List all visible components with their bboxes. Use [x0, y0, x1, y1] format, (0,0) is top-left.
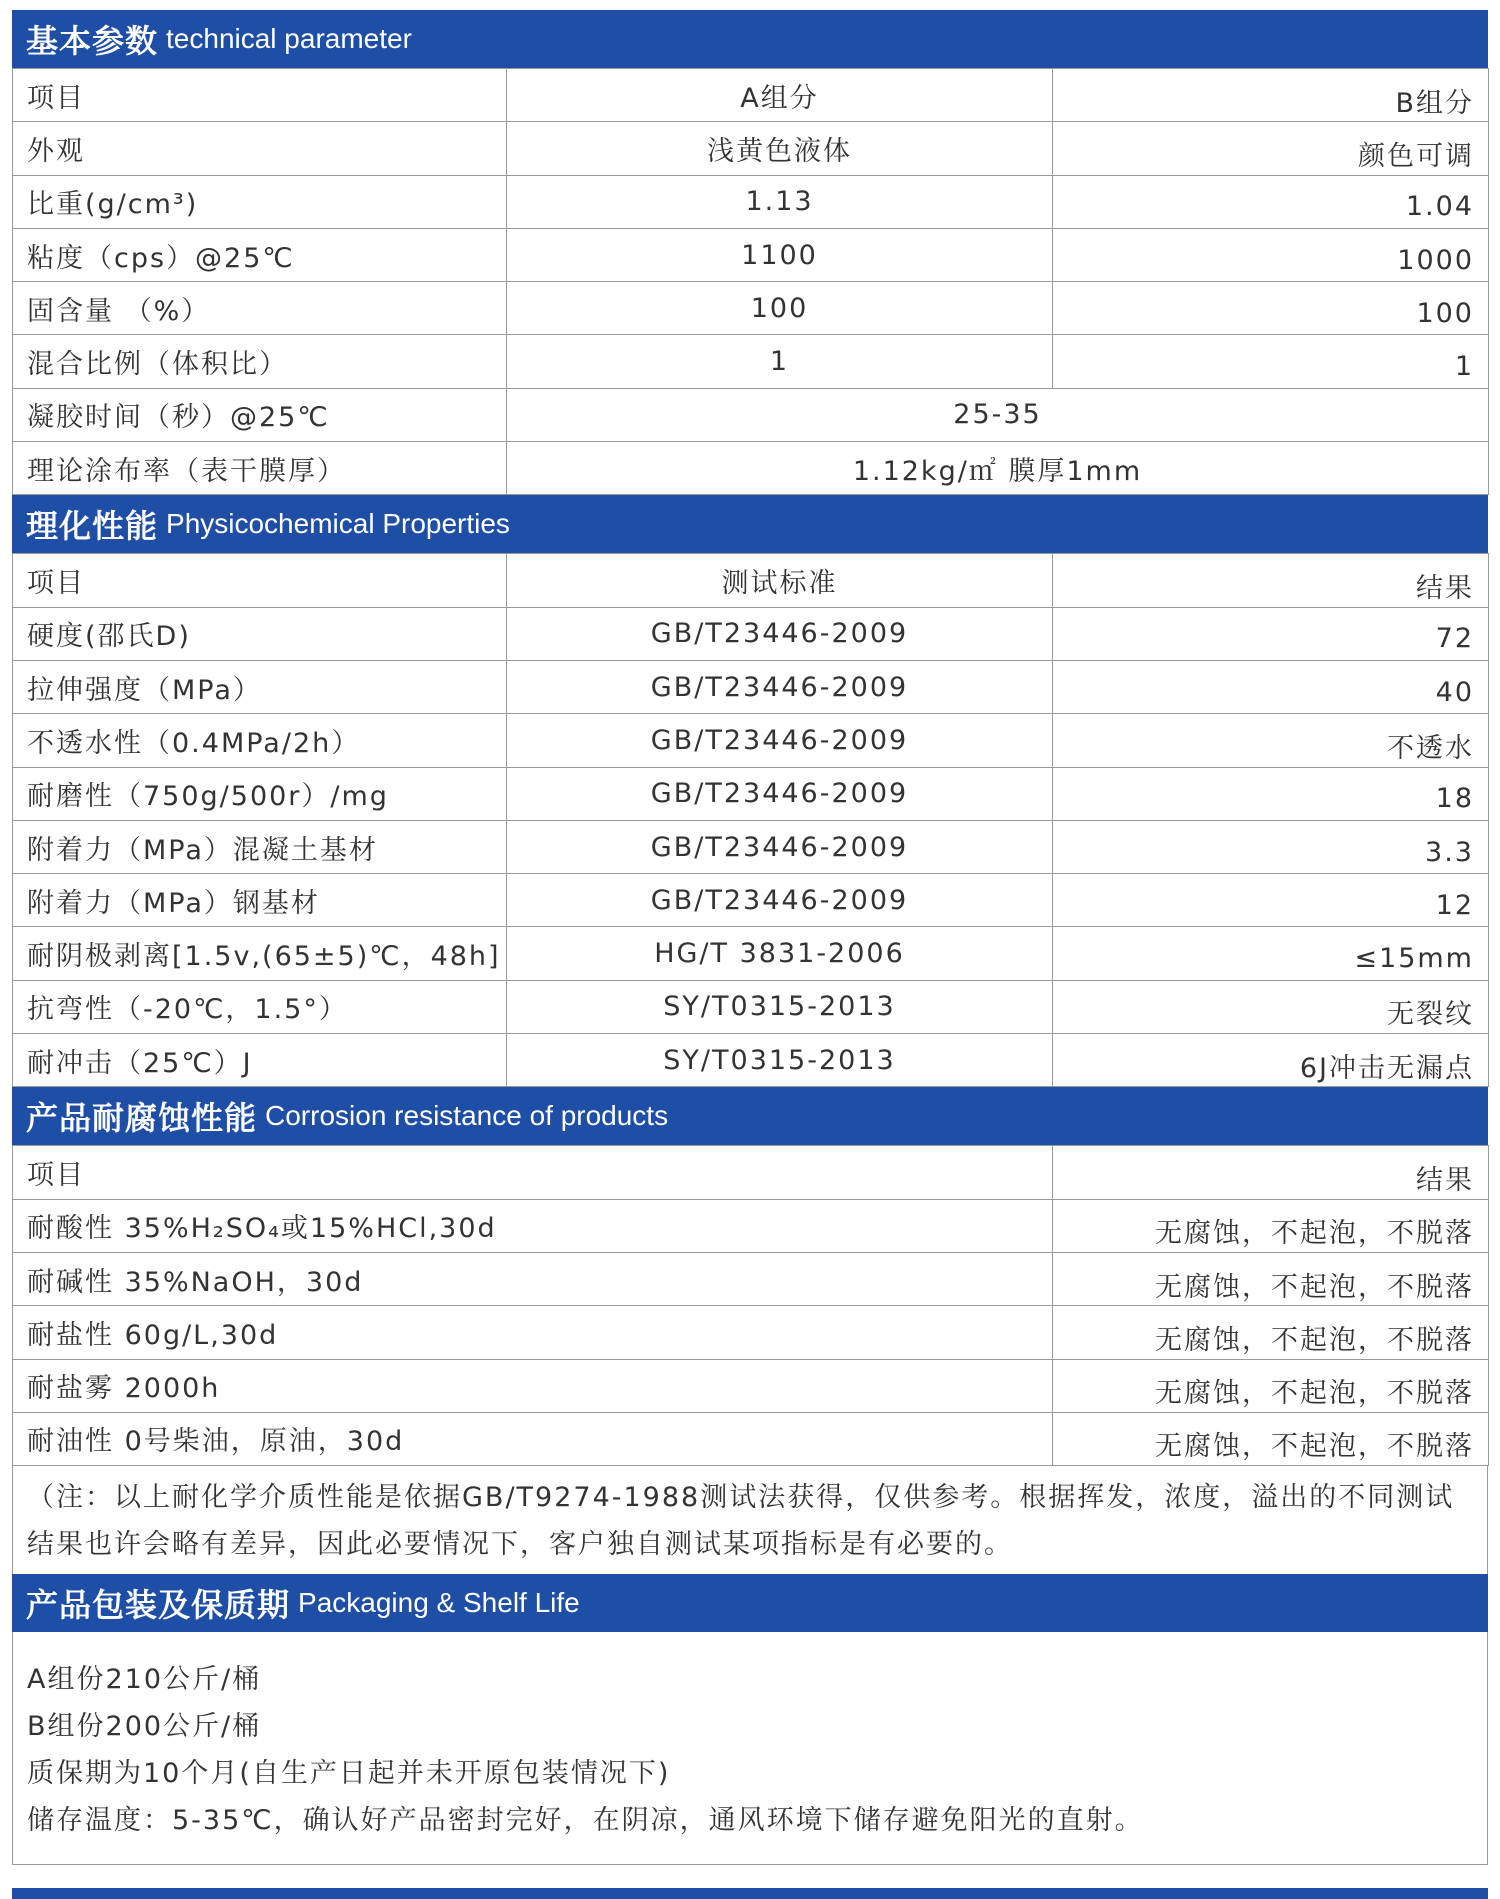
result-cell: 无裂纹 [1053, 980, 1489, 1033]
result-cell: 12 [1053, 874, 1489, 927]
section-title-zh: 产品包装及保质期 [26, 1586, 291, 1625]
section-header-packaging [12, 1574, 1488, 1632]
merged-value-cell: 25-35 [507, 388, 1489, 441]
item-cell: 外观 [13, 122, 507, 175]
spec-sheet [12, 10, 1488, 1865]
header-item-cell: 项目 [13, 69, 507, 122]
table-row [13, 714, 1489, 767]
item-cell: 耐磨性（750g/500r）/mg [13, 767, 507, 820]
table-row [13, 122, 1489, 175]
result-cell: 无腐蚀，不起泡，不脱落 [1053, 1412, 1489, 1465]
table-header-row [13, 1146, 1489, 1199]
merged-value-cell: 1.12kg/㎡ 膜厚1mm [507, 442, 1489, 495]
standard-cell: GB/T23446-2009 [507, 607, 1053, 660]
table-header-row [13, 69, 1489, 122]
section-title-en: Corrosion resistance of products [265, 1100, 669, 1132]
table-row [13, 660, 1489, 713]
result-cell: 无腐蚀，不起泡，不脱落 [1053, 1252, 1489, 1305]
item-cell: 不透水性（0.4MPa/2h） [13, 714, 507, 767]
section-title-en: Physicochemical Properties [166, 508, 510, 540]
section-header-corrosion [12, 1087, 1488, 1145]
corrosion-note: （注：以上耐化学介质性能是依据GB/T9274-1988测试法获得，仅供参考。根据挥发，浓度，溢出的不同测试结果也许会略有差异，因此必要情况下，客户独自测试某项指标是有必要的。 [12, 1466, 1488, 1574]
table-row [13, 282, 1489, 335]
header-result-cell: 结果 [1053, 554, 1489, 607]
table-row [13, 820, 1489, 873]
result-cell: 72 [1053, 607, 1489, 660]
item-cell: 附着力（MPa）钢基材 [13, 874, 507, 927]
item-cell: 拉伸强度（MPa） [13, 660, 507, 713]
packaging-block [12, 1632, 1488, 1865]
corrosion-table [12, 1145, 1489, 1466]
item-cell: 耐酸性 35%H₂SO₄或15%HCl,30d [13, 1199, 1053, 1252]
table-row [13, 874, 1489, 927]
a-value-cell: 浅黄色液体 [507, 122, 1053, 175]
standard-cell: SY/T0315-2013 [507, 1034, 1053, 1087]
header-result-cell: 结果 [1053, 1146, 1489, 1199]
standard-cell: GB/T23446-2009 [507, 874, 1053, 927]
table-row [13, 1359, 1489, 1412]
table-row [13, 927, 1489, 980]
item-cell: 耐碱性 35%NaOH，30d [13, 1252, 1053, 1305]
item-cell: 理论涂布率（表干膜厚） [13, 442, 507, 495]
item-cell: 粘度（cps）@25℃ [13, 228, 507, 281]
basic-params-table [12, 68, 1489, 495]
item-cell: 混合比例（体积比） [13, 335, 507, 388]
item-cell: 附着力（MPa）混凝土基材 [13, 820, 507, 873]
table-row [13, 1412, 1489, 1465]
item-cell: 耐油性 0号柴油，原油，30d [13, 1412, 1053, 1465]
a-value-cell: 1.13 [507, 175, 1053, 228]
table-row [13, 980, 1489, 1033]
result-cell: 40 [1053, 660, 1489, 713]
table-header-row [13, 554, 1489, 607]
item-cell: 耐盐性 60g/L,30d [13, 1306, 1053, 1359]
table-row [13, 442, 1489, 495]
result-cell: 无腐蚀，不起泡，不脱落 [1053, 1306, 1489, 1359]
section-title-zh: 产品耐腐蚀性能 [26, 1099, 258, 1138]
item-cell: 固含量 （%） [13, 282, 507, 335]
table-row [13, 335, 1489, 388]
header-b-cell: B组分 [1053, 69, 1489, 122]
section-title-en: technical parameter [166, 23, 412, 54]
item-cell: 抗弯性（-20℃，1.5°） [13, 980, 507, 1033]
a-value-cell: 1 [507, 335, 1053, 388]
packaging-line: 储存温度：5-35℃，确认好产品密封完好，在阴凉，通风环境下储存避免阳光的直射。 [27, 1805, 1144, 1837]
table-row [13, 767, 1489, 820]
table-row [13, 1306, 1489, 1359]
header-a-cell: A组分 [507, 69, 1053, 122]
item-cell: 硬度(邵氏D) [13, 607, 507, 660]
header-item-cell: 项目 [13, 554, 507, 607]
b-value-cell: 1 [1053, 335, 1489, 388]
table-row [13, 607, 1489, 660]
result-cell: ≤15mm [1053, 927, 1489, 980]
section-title-zh: 基本参数 [26, 22, 159, 60]
standard-cell: GB/T23446-2009 [507, 714, 1053, 767]
a-value-cell: 1100 [507, 228, 1053, 281]
packaging-line: A组份210公斤/桶 [27, 1664, 262, 1696]
packaging-line: 质保期为10个月(自生产日起并未开原包装情况下) [27, 1758, 671, 1790]
standard-cell: HG/T 3831-2006 [507, 927, 1053, 980]
b-value-cell: 1000 [1053, 228, 1489, 281]
result-cell: 3.3 [1053, 820, 1489, 873]
standard-cell: GB/T23446-2009 [507, 660, 1053, 713]
physico-table [12, 553, 1489, 1087]
section-header-physico [12, 495, 1488, 553]
item-cell: 耐冲击（25℃）J [13, 1034, 507, 1087]
b-value-cell: 颜色可调 [1053, 122, 1489, 175]
a-value-cell: 100 [507, 282, 1053, 335]
table-row [13, 175, 1489, 228]
table-row [13, 228, 1489, 281]
table-row [13, 1199, 1489, 1252]
table-row [13, 1252, 1489, 1305]
b-value-cell: 100 [1053, 282, 1489, 335]
item-cell: 耐盐雾 2000h [13, 1359, 1053, 1412]
item-cell: 比重(g/cm³) [13, 175, 507, 228]
standard-cell: SY/T0315-2013 [507, 980, 1053, 1033]
result-cell: 无腐蚀，不起泡，不脱落 [1053, 1359, 1489, 1412]
result-cell: 不透水 [1053, 714, 1489, 767]
table-row [13, 1034, 1489, 1087]
result-cell: 18 [1053, 767, 1489, 820]
header-item-cell: 项目 [13, 1146, 1053, 1199]
result-cell: 无腐蚀，不起泡，不脱落 [1053, 1199, 1489, 1252]
standard-cell: GB/T23446-2009 [507, 820, 1053, 873]
header-standard-cell: 测试标准 [507, 554, 1053, 607]
section-header-basic [12, 10, 1488, 68]
b-value-cell: 1.04 [1053, 175, 1489, 228]
result-cell: 6J冲击无漏点 [1053, 1034, 1489, 1087]
section-title-zh: 理化性能 [26, 507, 159, 546]
section-title-en: Packaging & Shelf Life [298, 1587, 580, 1619]
item-cell: 耐阴极剥离[1.5v,(65±5)℃，48h] [13, 927, 507, 980]
standard-cell: GB/T23446-2009 [507, 767, 1053, 820]
table-row [13, 388, 1489, 441]
bottom-strip [12, 1888, 1488, 1899]
item-cell: 凝胶时间（秒）@25℃ [13, 388, 507, 441]
packaging-line: B组份200公斤/桶 [27, 1711, 262, 1743]
